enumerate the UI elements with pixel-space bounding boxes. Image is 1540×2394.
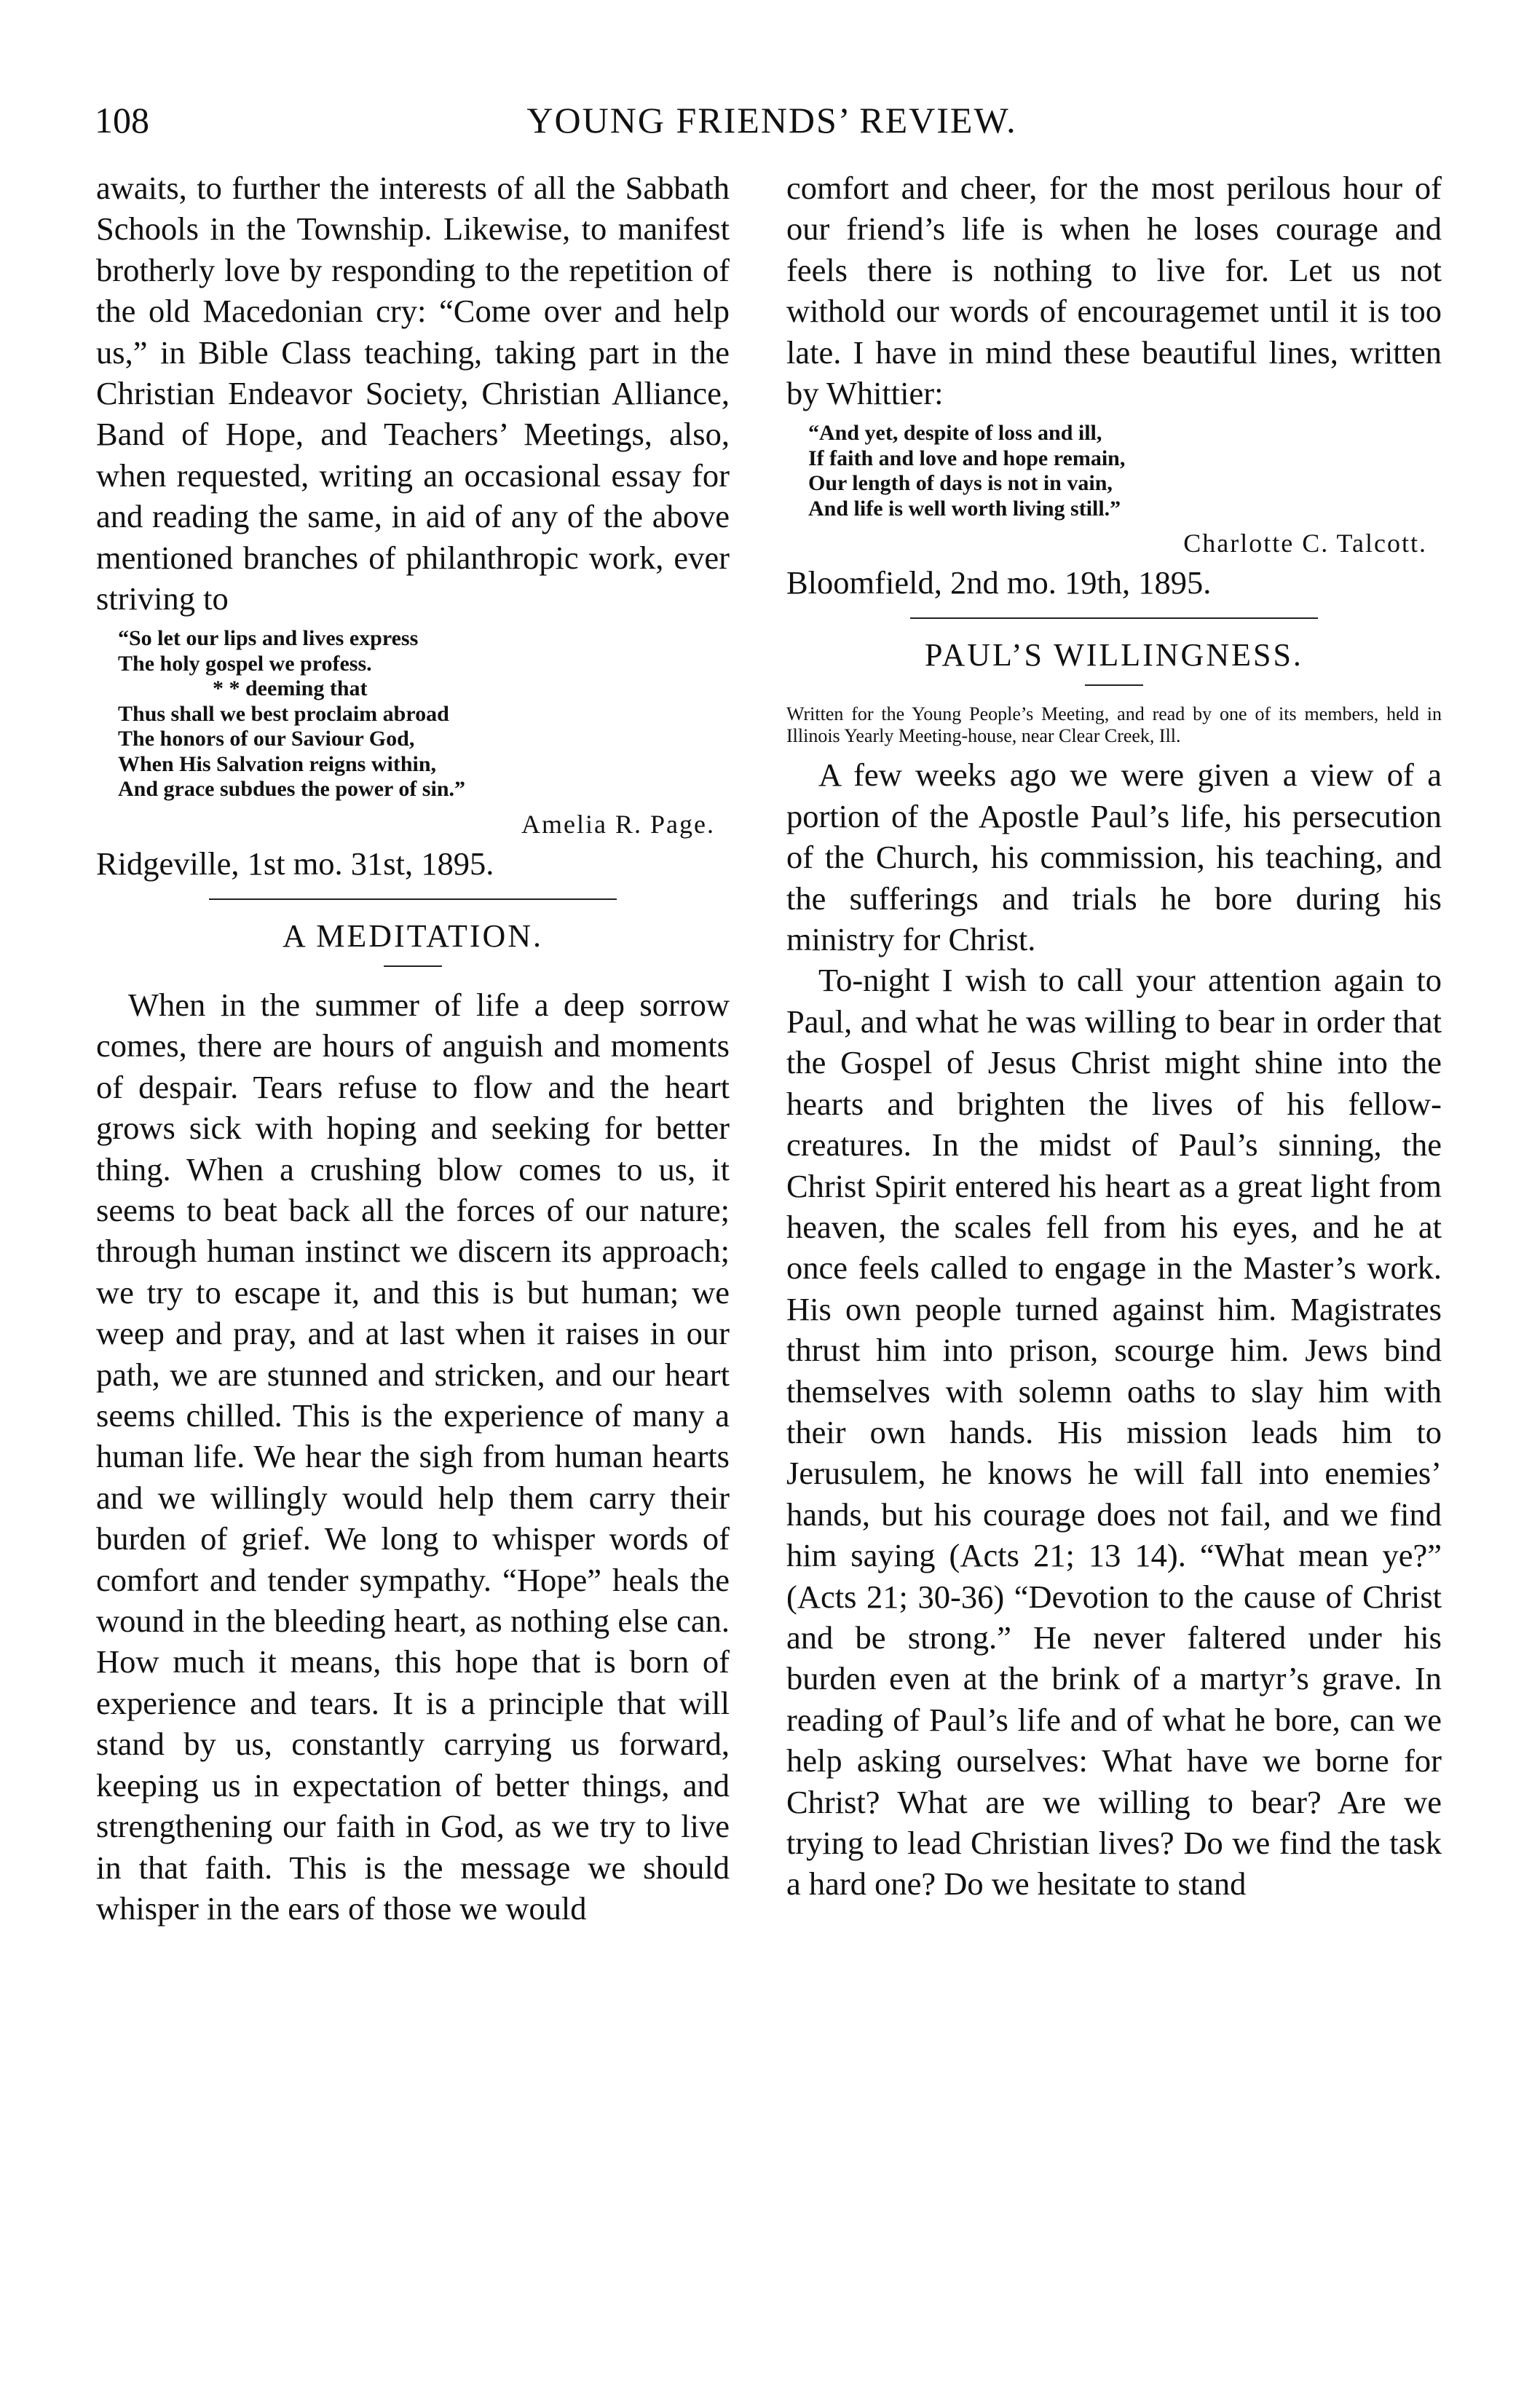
continuation-paragraph: comfort and cheer, for the most perilous hour of our friend’s life is when he loses courage and feels there is nothing to live for. Let us not withold our words of encouragemet until it is too late. I have in mind these beautiful lines, written by Whittier: (786, 170, 1442, 412)
poem-line: If faith and love and hope remain, (808, 446, 1126, 470)
article-heading: PAUL’S WILLINGNESS. (925, 637, 1303, 673)
left-column (96, 167, 730, 1929)
body-paragraph: To-night I wish to call your attention again to Paul, and what he was willing to bear in order that the Gospel of Jesus Christ might shine into the hearts and brighten the lives of his fellow-creatures. In the midst of Paul’s sinning, the Christ Spirit entered his heart as a great light from heaven, the scales fell from his eyes, and he at once feels called to engage in the Master’s work. His own people turned against him. Magistrates thrust him into prison, scourge him. Jews bind themselves with solemn oaths to slay him with their own hands. His mission leads him to Jerusulem, he knows he will fall into enemies’ hands, but his courage does not fail, and we find him saying (Acts 21; 13 14). “What mean ye?” (Acts 21; 30-36) “Devotion to the cause of Christ and be strong.” He never faltered under his burden even at the brink of a martyr’s grave. In reading of Paul’s life and of what he bore, can we help asking ourselves: What have we borne for Christ? What are we willing to bear? Are we trying to lead Christian lives? Do we find the task a hard one? Do we hesitate to stand (786, 962, 1442, 1903)
section-divider (209, 898, 617, 900)
section-divider (910, 617, 1318, 619)
whittier-quote (786, 421, 1442, 521)
poem-line: Our length of days is not in vain, (808, 471, 1113, 496)
poem-line: Thus shall we best proclaim abroad (118, 701, 449, 726)
poem-line: The honors of our Saviour God, (118, 727, 415, 751)
right-column (786, 167, 1442, 1905)
place-date: Ridgeville, 1st mo. 31st, 1895. (96, 845, 494, 882)
running-head (95, 91, 1449, 157)
article-note: Written for the Young People’s Meeting, and read by one of its members, held in Illinois Yearly Meeting-house, near Clear Creek, Ill. (786, 703, 1442, 747)
body-paragraph: A few weeks ago we were given a view of a portion of the Apostle Paul’s life, his persecution of the Church, his commission, his teaching, and the sufferings and trials he bore during his ministry for Christ. (786, 756, 1442, 958)
poem-line: When His Salvation reigns within, (118, 751, 437, 776)
place-date: Bloomfield, 2nd mo. 19th, 1895. (786, 564, 1212, 601)
meditation-paragraph: When in the summer of life a deep sorrow comes, there are hours of anguish and moments of despair. Tears refuse to flow and the heart grows sick with hoping and seeking for better thing. When a crushing blow comes to us, it seems to beat back all the forces of our nature; through human instinct we discern its approach; we try to escape it, and this is but human; we weep and pray, and at last when it raises in our path, we are stunned and stricken, and our heart seems chilled. This is the experience of many a human life. We hear the sigh from human hearts and we willingly would help them carry their burden of grief. We long to whisper words of comfort and tender sympathy. “Hope” heals the wound in the bleeding heart, as nothing else can. How much it means, this hope that is born of experience and tears. It is a principle that will stand by us, constantly carrying us forward, keeping us in expectation of better things, and strengthening our faith in God, as we try to live in that faith. This is the message we should whisper in the ears of those we would (96, 986, 730, 1927)
intro-paragraph: awaits, to further the interests of all the Sabbath Schools in the Township. Likewise, to manifest brotherly love by responding to the repetition of the old Macedonian cry: “Come over and help us,” in Bible Class teaching, taking part in the Christian Endeavor Society, Christian Alliance, Band of Hope, and Teachers’ Meetings, also, when requested, writing an occasional essay for and reading the same, in aid of any of the above mentioned branches of philanthropic work, ever striving to (96, 170, 730, 617)
hymn-quote (96, 626, 730, 802)
heading-rule (384, 965, 442, 967)
page-number: 108 (95, 100, 149, 141)
poem-line: * * deeming that (213, 676, 368, 701)
author-signature: Charlotte C. Talcott. (1183, 529, 1427, 558)
journal-title: YOUNG FRIENDS’ REVIEW. (526, 100, 1017, 141)
poem-line: “So let our lips and lives express (118, 626, 419, 651)
heading-rule (1085, 684, 1143, 686)
poem-line: And life is well worth living still.” (808, 496, 1121, 521)
author-signature: Amelia R. Page. (521, 809, 715, 839)
article-heading: A MEDITATION. (282, 917, 544, 954)
poem-line: The holy gospel we profess. (118, 651, 372, 676)
poem-line: “And yet, despite of loss and ill, (808, 421, 1102, 446)
poem-line: And grace subdues the power of sin.” (118, 777, 465, 802)
